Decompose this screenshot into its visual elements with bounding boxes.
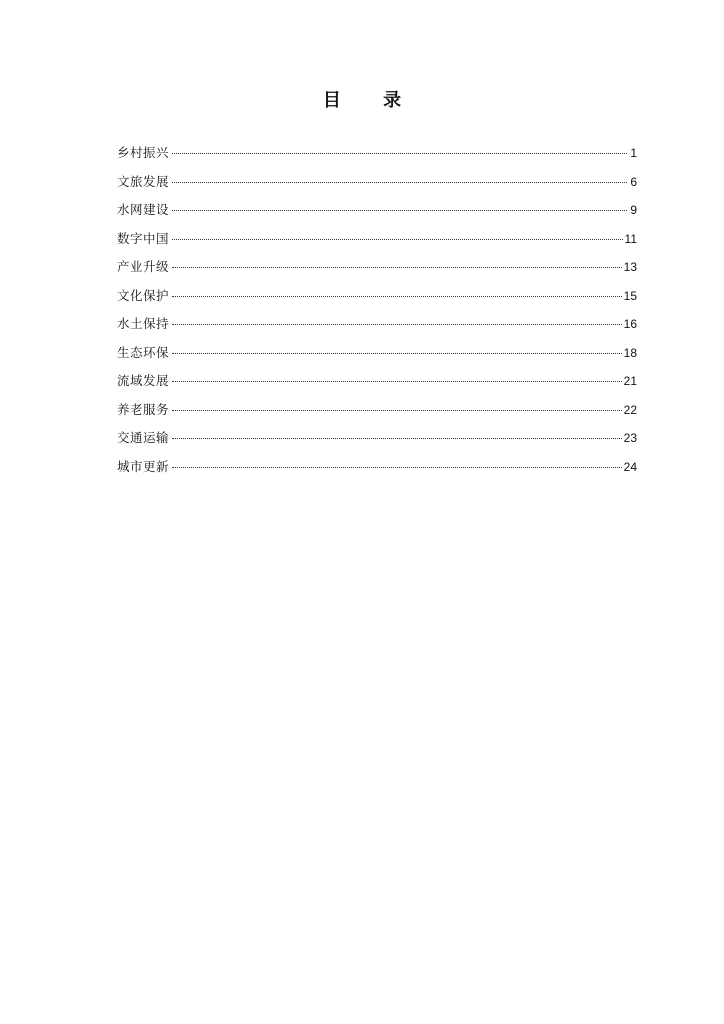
toc-entry[interactable]	[117, 139, 637, 168]
toc-entry-label: 养老服务	[117, 401, 170, 417]
toc-list	[117, 139, 637, 481]
toc-dot-leader	[172, 410, 622, 411]
toc-entry-label: 文化保护	[117, 287, 170, 303]
toc-entry-label: 数字中国	[117, 230, 170, 246]
toc-dot-leader	[172, 210, 627, 211]
toc-entry-page-number: 1	[630, 146, 637, 160]
toc-dot-leader	[172, 296, 622, 297]
toc-title: 目 录	[322, 90, 420, 111]
toc-dot-leader	[172, 239, 623, 240]
toc-dot-leader	[172, 267, 622, 268]
toc-entry-label: 城市更新	[117, 458, 170, 474]
toc-entry-label: 水网建设	[117, 202, 170, 217]
toc-dot-leader	[172, 324, 622, 325]
toc-dot-leader	[172, 353, 622, 354]
toc-entry-label: 水土保持	[117, 316, 170, 331]
toc-entry[interactable]	[117, 367, 637, 396]
toc-entry-page-number: 23	[623, 431, 637, 445]
toc-entry-page-number: 11	[624, 231, 637, 246]
toc-dot-leader	[172, 381, 622, 382]
toc-entry[interactable]	[117, 168, 637, 197]
toc-entry[interactable]	[117, 339, 637, 368]
toc-entry-page-number: 16	[623, 317, 637, 331]
toc-entry-page-number: 13	[623, 260, 637, 274]
toc-entry[interactable]	[117, 196, 637, 225]
toc-entry[interactable]	[117, 424, 637, 453]
toc-entry-page-number: 15	[623, 288, 637, 303]
toc-entry[interactable]	[117, 282, 637, 311]
toc-entry-page-number: 9	[630, 203, 637, 217]
toc-entry[interactable]	[117, 253, 637, 282]
toc-dot-leader	[172, 438, 622, 439]
toc-entry-page-number: 6	[630, 174, 637, 189]
toc-entry-label: 乡村振兴	[117, 145, 170, 160]
toc-entry-label: 流域发展	[117, 373, 170, 388]
toc-entry-page-number: 24	[623, 459, 637, 474]
toc-entry-label: 文旅发展	[117, 173, 170, 189]
toc-dot-leader	[172, 153, 627, 154]
toc-entry-page-number: 18	[623, 345, 637, 360]
toc-entry-label: 交通运输	[117, 430, 170, 445]
toc-entry[interactable]	[117, 310, 637, 339]
toc-entry-label: 产业升级	[117, 259, 170, 274]
toc-entry[interactable]	[117, 453, 637, 482]
toc-entry[interactable]	[117, 396, 637, 425]
toc-entry-label: 生态环保	[117, 344, 170, 360]
toc-entry-page-number: 22	[623, 402, 637, 417]
toc-dot-leader	[172, 182, 627, 183]
toc-dot-leader	[172, 467, 622, 468]
toc-entry[interactable]	[117, 225, 637, 254]
toc-entry-page-number: 21	[623, 374, 637, 388]
